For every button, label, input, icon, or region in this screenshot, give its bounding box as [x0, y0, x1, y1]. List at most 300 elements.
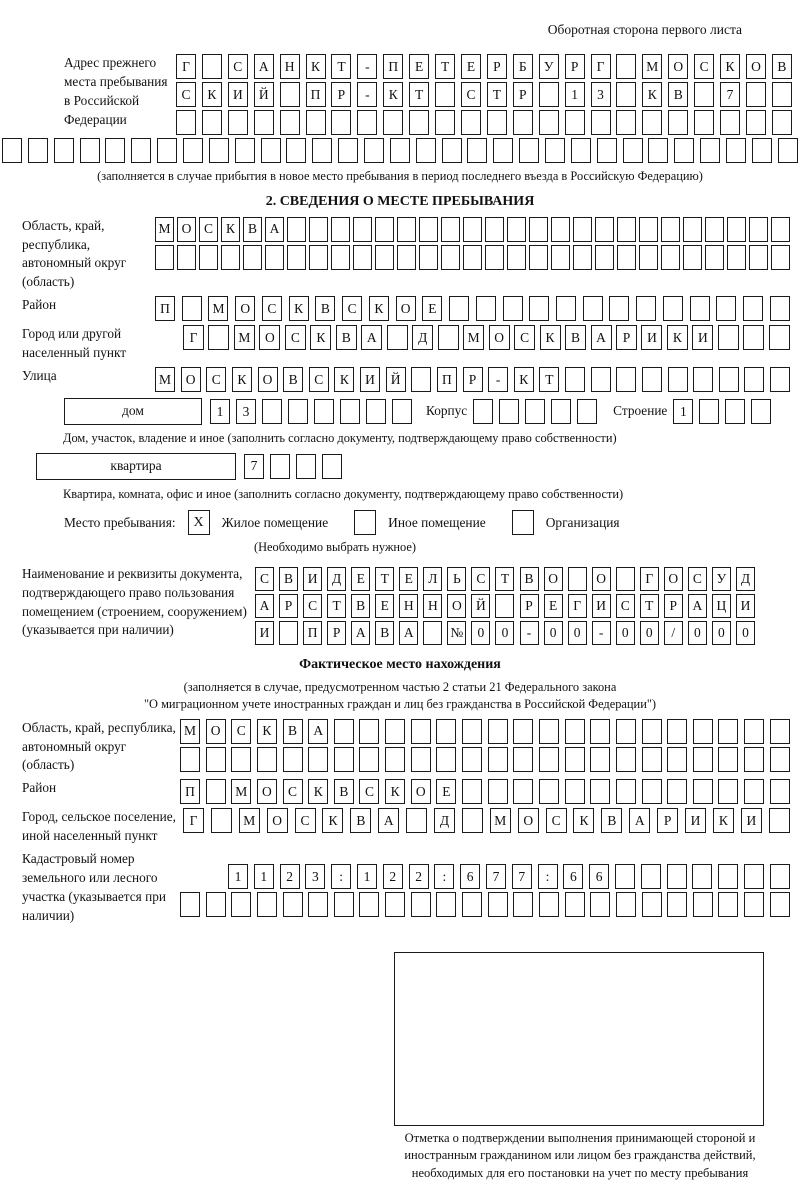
char-cell[interactable] [718, 747, 738, 772]
char-cell[interactable] [176, 110, 196, 135]
char-cell[interactable]: О [257, 779, 277, 804]
char-cell[interactable]: В [601, 808, 622, 833]
char-cell[interactable] [565, 779, 585, 804]
char-cell[interactable] [392, 399, 412, 424]
char-cell[interactable] [513, 779, 533, 804]
char-cell[interactable] [616, 567, 635, 591]
char-cell[interactable]: П [383, 54, 403, 79]
char-cell[interactable] [642, 719, 662, 744]
char-cell[interactable] [286, 138, 306, 163]
char-cell[interactable] [693, 367, 713, 392]
char-cell[interactable] [590, 747, 610, 772]
char-cell[interactable]: 7 [512, 864, 532, 889]
char-cell[interactable]: О [206, 719, 226, 744]
char-cell[interactable] [312, 138, 332, 163]
char-cell[interactable]: 0 [688, 621, 707, 645]
char-cell[interactable] [778, 138, 798, 163]
char-cell[interactable] [623, 138, 643, 163]
char-cell[interactable]: К [642, 82, 662, 107]
char-cell[interactable] [663, 296, 683, 321]
char-cell[interactable] [727, 245, 746, 270]
char-cell[interactable] [206, 747, 226, 772]
char-cell[interactable] [353, 245, 372, 270]
char-cell[interactable] [573, 217, 592, 242]
char-cell[interactable]: А [254, 54, 274, 79]
char-cell[interactable] [616, 779, 636, 804]
char-cell[interactable] [411, 719, 431, 744]
char-cell[interactable] [334, 747, 354, 772]
char-cell[interactable] [616, 82, 636, 107]
char-cell[interactable]: 1 [210, 399, 230, 424]
char-cell[interactable] [235, 138, 255, 163]
char-cell[interactable] [221, 245, 240, 270]
char-cell[interactable] [436, 719, 456, 744]
char-cell[interactable]: 6 [589, 864, 609, 889]
char-cell[interactable]: М [180, 719, 200, 744]
char-cell[interactable]: В [350, 808, 371, 833]
char-cell[interactable] [616, 110, 636, 135]
char-cell[interactable] [211, 808, 232, 833]
char-cell[interactable]: М [239, 808, 260, 833]
char-cell[interactable]: 6 [460, 864, 480, 889]
char-cell[interactable] [231, 892, 251, 917]
char-cell[interactable]: 6 [563, 864, 583, 889]
char-cell[interactable] [744, 779, 764, 804]
char-cell[interactable]: Е [399, 567, 418, 591]
char-cell[interactable] [693, 779, 713, 804]
char-cell[interactable] [744, 367, 764, 392]
char-cell[interactable] [488, 747, 508, 772]
char-cell[interactable] [744, 719, 764, 744]
char-cell[interactable] [442, 138, 462, 163]
char-cell[interactable]: О [259, 325, 280, 350]
char-cell[interactable] [441, 245, 460, 270]
char-cell[interactable]: О [258, 367, 278, 392]
char-cell[interactable] [648, 138, 668, 163]
char-cell[interactable] [690, 296, 710, 321]
char-cell[interactable] [718, 892, 738, 917]
char-cell[interactable] [180, 747, 200, 772]
char-cell[interactable] [359, 747, 379, 772]
char-cell[interactable]: А [265, 217, 284, 242]
char-cell[interactable] [436, 747, 456, 772]
char-cell[interactable] [772, 82, 792, 107]
char-cell[interactable]: С [616, 594, 635, 618]
char-cell[interactable] [499, 399, 519, 424]
char-cell[interactable] [749, 217, 768, 242]
char-cell[interactable] [435, 82, 455, 107]
char-cell[interactable]: Н [280, 54, 300, 79]
char-cell[interactable] [565, 747, 585, 772]
char-cell[interactable]: Г [568, 594, 587, 618]
char-cell[interactable] [693, 719, 713, 744]
char-cell[interactable] [615, 864, 635, 889]
char-cell[interactable]: О [664, 567, 683, 591]
char-cell[interactable] [642, 110, 662, 135]
char-cell[interactable]: Е [375, 594, 394, 618]
char-cell[interactable] [441, 217, 460, 242]
char-cell[interactable]: Т [495, 567, 514, 591]
char-cell[interactable] [435, 110, 455, 135]
char-cell[interactable]: Г [176, 54, 196, 79]
char-cell[interactable] [590, 892, 610, 917]
char-cell[interactable] [180, 892, 200, 917]
char-cell[interactable] [752, 138, 772, 163]
char-cell[interactable] [513, 747, 533, 772]
char-cell[interactable]: 1 [357, 864, 377, 889]
char-cell[interactable]: А [361, 325, 382, 350]
char-cell[interactable] [476, 296, 496, 321]
char-cell[interactable]: С [231, 719, 251, 744]
char-cell[interactable]: М [155, 217, 174, 242]
char-cell[interactable] [261, 138, 281, 163]
char-cell[interactable]: Й [386, 367, 406, 392]
char-cell[interactable] [467, 138, 487, 163]
char-cell[interactable]: Л [423, 567, 442, 591]
char-cell[interactable]: И [741, 808, 762, 833]
char-cell[interactable]: Г [591, 54, 611, 79]
char-cell[interactable] [770, 779, 790, 804]
char-cell[interactable] [182, 296, 202, 321]
char-cell[interactable] [353, 217, 372, 242]
char-cell[interactable] [485, 245, 504, 270]
stay-option-checkbox[interactable]: X [188, 510, 210, 535]
char-cell[interactable] [726, 138, 746, 163]
char-cell[interactable]: О [235, 296, 255, 321]
char-cell[interactable] [28, 138, 48, 163]
char-cell[interactable]: В [283, 367, 303, 392]
char-cell[interactable]: 1 [565, 82, 585, 107]
char-cell[interactable]: С [199, 217, 218, 242]
char-cell[interactable]: О [544, 567, 563, 591]
char-cell[interactable]: К [720, 54, 740, 79]
char-cell[interactable] [265, 245, 284, 270]
char-cell[interactable] [744, 747, 764, 772]
char-cell[interactable]: К [308, 779, 328, 804]
char-cell[interactable]: М [490, 808, 511, 833]
char-cell[interactable]: В [520, 567, 539, 591]
char-cell[interactable] [595, 245, 614, 270]
char-cell[interactable] [725, 399, 745, 424]
char-cell[interactable]: Е [351, 567, 370, 591]
char-cell[interactable]: - [357, 82, 377, 107]
char-cell[interactable]: К [667, 325, 688, 350]
char-cell[interactable] [565, 110, 585, 135]
char-cell[interactable]: А [399, 621, 418, 645]
char-cell[interactable] [705, 217, 724, 242]
char-cell[interactable] [411, 892, 431, 917]
char-cell[interactable] [529, 296, 549, 321]
char-cell[interactable] [485, 217, 504, 242]
char-cell[interactable]: С [514, 325, 535, 350]
char-cell[interactable] [309, 217, 328, 242]
char-cell[interactable]: Й [254, 82, 274, 107]
char-cell[interactable] [565, 892, 585, 917]
char-cell[interactable]: 0 [544, 621, 563, 645]
char-cell[interactable] [2, 138, 22, 163]
char-cell[interactable] [639, 245, 658, 270]
char-cell[interactable]: 2 [280, 864, 300, 889]
char-cell[interactable] [357, 110, 377, 135]
char-cell[interactable]: К [306, 54, 326, 79]
char-cell[interactable]: А [591, 325, 612, 350]
char-cell[interactable] [462, 719, 482, 744]
char-cell[interactable] [674, 138, 694, 163]
char-cell[interactable] [280, 82, 300, 107]
char-cell[interactable] [642, 747, 662, 772]
char-cell[interactable]: Д [434, 808, 455, 833]
char-cell[interactable] [177, 245, 196, 270]
char-cell[interactable] [571, 138, 591, 163]
char-cell[interactable] [183, 138, 203, 163]
char-cell[interactable]: Г [183, 325, 204, 350]
char-cell[interactable] [397, 217, 416, 242]
char-cell[interactable]: М [234, 325, 255, 350]
char-cell[interactable] [254, 110, 274, 135]
char-cell[interactable] [642, 779, 662, 804]
char-cell[interactable] [661, 217, 680, 242]
char-cell[interactable]: Р [331, 82, 351, 107]
char-cell[interactable]: В [315, 296, 335, 321]
char-cell[interactable] [565, 367, 585, 392]
char-cell[interactable] [463, 217, 482, 242]
char-cell[interactable] [314, 399, 334, 424]
char-cell[interactable]: С [283, 779, 303, 804]
char-cell[interactable] [461, 110, 481, 135]
char-cell[interactable] [573, 245, 592, 270]
char-cell[interactable]: О [411, 779, 431, 804]
char-cell[interactable] [306, 110, 326, 135]
char-cell[interactable] [743, 325, 764, 350]
char-cell[interactable]: - [357, 54, 377, 79]
char-cell[interactable]: - [520, 621, 539, 645]
char-cell[interactable] [419, 217, 438, 242]
char-cell[interactable]: П [437, 367, 457, 392]
char-cell[interactable] [411, 367, 431, 392]
char-cell[interactable] [539, 779, 559, 804]
char-cell[interactable] [364, 138, 384, 163]
char-cell[interactable]: О [396, 296, 416, 321]
char-cell[interactable] [539, 892, 559, 917]
char-cell[interactable] [503, 296, 523, 321]
char-cell[interactable] [667, 747, 687, 772]
char-cell[interactable]: 0 [471, 621, 490, 645]
char-cell[interactable] [449, 296, 469, 321]
char-cell[interactable] [209, 138, 229, 163]
char-cell[interactable] [488, 719, 508, 744]
char-cell[interactable] [334, 719, 354, 744]
char-cell[interactable] [617, 245, 636, 270]
char-cell[interactable] [463, 245, 482, 270]
char-cell[interactable] [462, 892, 482, 917]
char-cell[interactable] [385, 747, 405, 772]
char-cell[interactable]: Б [513, 54, 533, 79]
char-cell[interactable]: 2 [409, 864, 429, 889]
char-cell[interactable]: П [303, 621, 322, 645]
char-cell[interactable] [488, 779, 508, 804]
char-cell[interactable]: И [228, 82, 248, 107]
char-cell[interactable] [155, 245, 174, 270]
char-cell[interactable] [228, 110, 248, 135]
char-cell[interactable] [525, 399, 545, 424]
char-cell[interactable] [375, 245, 394, 270]
char-cell[interactable] [208, 325, 229, 350]
char-cell[interactable] [436, 892, 456, 917]
char-cell[interactable] [683, 245, 702, 270]
char-cell[interactable]: В [375, 621, 394, 645]
char-cell[interactable]: Т [539, 367, 559, 392]
char-cell[interactable]: 1 [254, 864, 274, 889]
char-cell[interactable] [279, 621, 298, 645]
char-cell[interactable]: Е [544, 594, 563, 618]
char-cell[interactable] [288, 399, 308, 424]
char-cell[interactable]: О [489, 325, 510, 350]
char-cell[interactable] [359, 892, 379, 917]
char-cell[interactable] [529, 245, 548, 270]
char-cell[interactable]: А [308, 719, 328, 744]
char-cell[interactable]: И [360, 367, 380, 392]
char-cell[interactable]: Е [461, 54, 481, 79]
char-cell[interactable]: Р [487, 54, 507, 79]
char-cell[interactable]: В [279, 567, 298, 591]
char-cell[interactable] [661, 245, 680, 270]
char-cell[interactable] [705, 245, 724, 270]
char-cell[interactable]: С [688, 567, 707, 591]
char-cell[interactable]: С [342, 296, 362, 321]
char-cell[interactable] [231, 747, 251, 772]
char-cell[interactable]: К [383, 82, 403, 107]
char-cell[interactable] [488, 892, 508, 917]
char-cell[interactable] [583, 296, 603, 321]
char-cell[interactable]: Н [423, 594, 442, 618]
char-cell[interactable]: : [434, 864, 454, 889]
char-cell[interactable] [340, 399, 360, 424]
char-cell[interactable] [770, 719, 790, 744]
char-cell[interactable]: У [712, 567, 731, 591]
char-cell[interactable]: 3 [591, 82, 611, 107]
char-cell[interactable]: М [155, 367, 175, 392]
char-cell[interactable]: И [685, 808, 706, 833]
char-cell[interactable] [568, 567, 587, 591]
char-cell[interactable]: С [359, 779, 379, 804]
char-cell[interactable] [296, 454, 316, 479]
char-cell[interactable]: В [565, 325, 586, 350]
char-cell[interactable] [771, 217, 790, 242]
char-cell[interactable] [331, 245, 350, 270]
char-cell[interactable] [419, 245, 438, 270]
char-cell[interactable]: Т [327, 594, 346, 618]
char-cell[interactable]: И [692, 325, 713, 350]
char-cell[interactable]: 0 [616, 621, 635, 645]
char-cell[interactable]: К [232, 367, 252, 392]
char-cell[interactable]: 7 [720, 82, 740, 107]
char-cell[interactable]: И [736, 594, 755, 618]
char-cell[interactable] [718, 325, 739, 350]
char-cell[interactable] [283, 892, 303, 917]
char-cell[interactable] [493, 138, 513, 163]
char-cell[interactable] [699, 399, 719, 424]
char-cell[interactable] [577, 399, 597, 424]
char-cell[interactable] [487, 110, 507, 135]
char-cell[interactable]: К [334, 367, 354, 392]
char-cell[interactable] [617, 217, 636, 242]
char-cell[interactable]: С [303, 594, 322, 618]
char-cell[interactable]: П [306, 82, 326, 107]
char-cell[interactable] [199, 245, 218, 270]
char-cell[interactable] [331, 110, 351, 135]
char-cell[interactable] [375, 217, 394, 242]
char-cell[interactable] [513, 892, 533, 917]
char-cell[interactable] [54, 138, 74, 163]
char-cell[interactable]: Т [487, 82, 507, 107]
char-cell[interactable] [366, 399, 386, 424]
char-cell[interactable] [667, 779, 687, 804]
char-cell[interactable]: Т [375, 567, 394, 591]
char-cell[interactable]: Д [736, 567, 755, 591]
char-cell[interactable]: С [694, 54, 714, 79]
char-cell[interactable] [718, 719, 738, 744]
char-cell[interactable]: С [309, 367, 329, 392]
char-cell[interactable]: Д [412, 325, 433, 350]
char-cell[interactable] [334, 892, 354, 917]
char-cell[interactable]: Ц [712, 594, 731, 618]
char-cell[interactable] [770, 367, 790, 392]
char-cell[interactable]: С [228, 54, 248, 79]
char-cell[interactable]: И [592, 594, 611, 618]
char-cell[interactable]: И [255, 621, 274, 645]
char-cell[interactable]: И [303, 567, 322, 591]
char-cell[interactable]: Р [463, 367, 483, 392]
char-cell[interactable] [513, 110, 533, 135]
char-cell[interactable] [539, 82, 559, 107]
char-cell[interactable]: С [262, 296, 282, 321]
char-cell[interactable] [157, 138, 177, 163]
char-cell[interactable] [385, 719, 405, 744]
char-cell[interactable]: О [746, 54, 766, 79]
char-cell[interactable]: Т [409, 82, 429, 107]
char-cell[interactable]: М [463, 325, 484, 350]
char-cell[interactable] [668, 110, 688, 135]
char-cell[interactable]: Т [435, 54, 455, 79]
char-cell[interactable] [202, 110, 222, 135]
char-cell[interactable] [642, 892, 662, 917]
char-cell[interactable]: К [202, 82, 222, 107]
char-cell[interactable] [771, 245, 790, 270]
char-cell[interactable]: К [385, 779, 405, 804]
char-cell[interactable]: С [176, 82, 196, 107]
char-cell[interactable] [131, 138, 151, 163]
char-cell[interactable] [243, 245, 262, 270]
char-cell[interactable]: Е [436, 779, 456, 804]
char-cell[interactable]: Ь [447, 567, 466, 591]
char-cell[interactable]: Р [657, 808, 678, 833]
char-cell[interactable] [473, 399, 493, 424]
char-cell[interactable] [770, 864, 790, 889]
char-cell[interactable] [495, 594, 514, 618]
char-cell[interactable]: О [447, 594, 466, 618]
char-cell[interactable] [409, 110, 429, 135]
char-cell[interactable]: К [221, 217, 240, 242]
char-cell[interactable] [751, 399, 771, 424]
char-cell[interactable]: О [668, 54, 688, 79]
char-cell[interactable]: О [267, 808, 288, 833]
char-cell[interactable] [616, 367, 636, 392]
char-cell[interactable] [591, 367, 611, 392]
char-cell[interactable]: Г [640, 567, 659, 591]
char-cell[interactable]: С [255, 567, 274, 591]
stay-option-checkbox[interactable] [512, 510, 534, 535]
char-cell[interactable]: Т [331, 54, 351, 79]
